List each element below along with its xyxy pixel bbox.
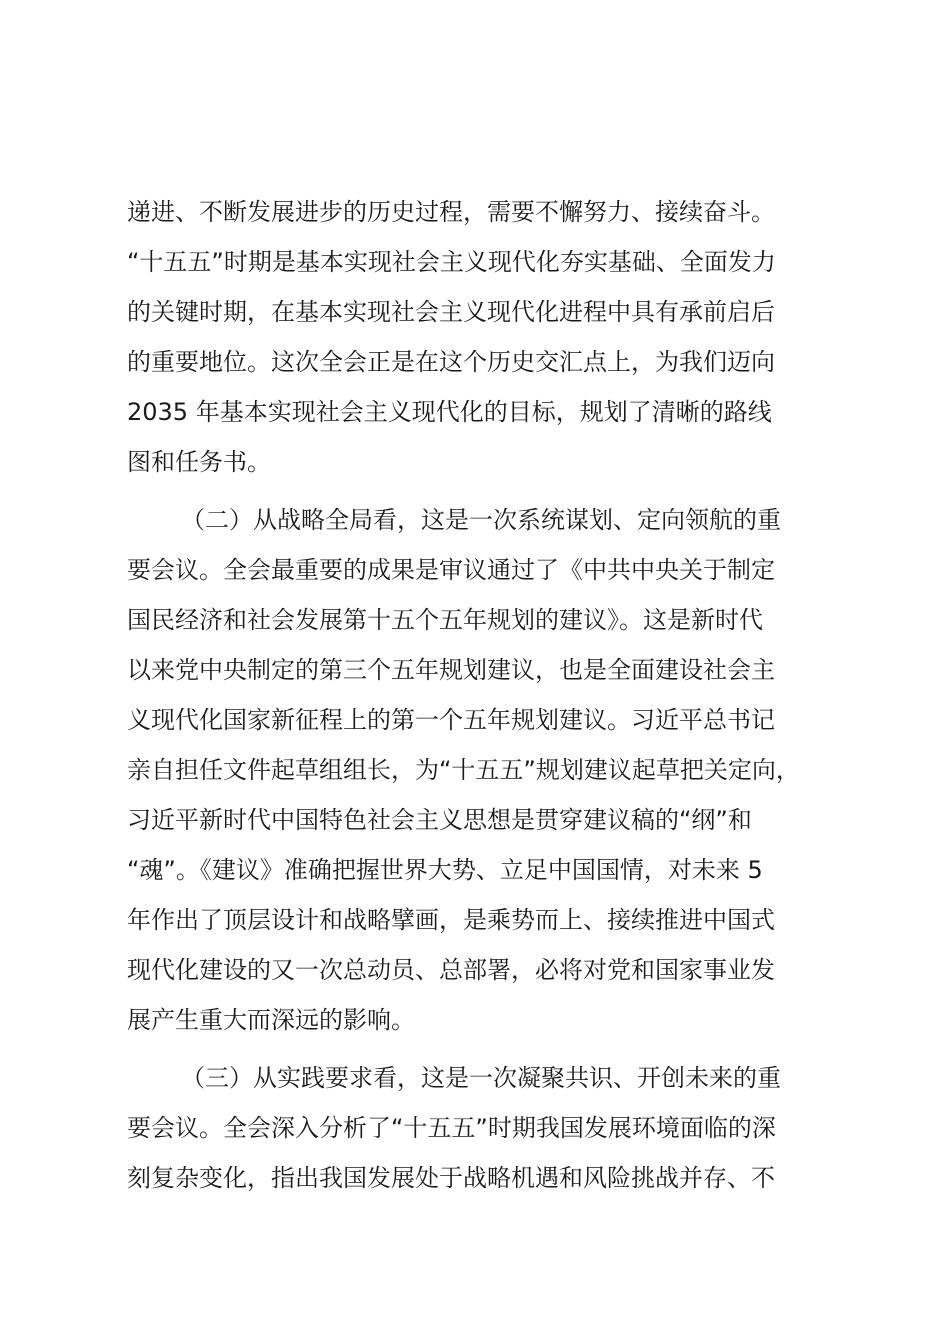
text-line: 2035 年基本实现社会主义现代化的目标，规划了清晰的路线: [127, 398, 772, 426]
text-line: 习近平新时代中国特色社会主义思想是贯穿建议稿的“纲”和: [127, 806, 752, 834]
text-line: 现代化建设的又一次总动员、总部署，必将对党和国家事业发: [127, 956, 775, 984]
paragraph-2: [127, 495, 832, 1045]
text-line: （三）从实践要求看，这是一次凝聚共识、开创未来的重: [181, 1064, 781, 1092]
text-line: “魂”。《建议》准确把握世界大势、立足中国国情，对未来 5: [127, 856, 763, 884]
text-line: 亲自担任文件起草组组长，为“十五五”规划建议起草把关定向，: [127, 756, 800, 784]
text-line: 的重要地位。这次全会正是在这个历史交汇点上，为我们迈向: [127, 348, 775, 376]
text-line: 国民经济和社会发展第十五个五年规划的建议》。这是新时代: [127, 606, 763, 634]
text-line: 刻复杂变化，指出我国发展处于战略机遇和风险挑战并存、不: [127, 1164, 775, 1192]
paragraph-spacer: [127, 487, 832, 495]
text-line: 以来党中央制定的第三个五年规划建议，也是全面建设社会主: [127, 656, 775, 684]
text-line: 要会议。全会深入分析了“十五五”时期我国发展环境面临的深: [127, 1114, 776, 1142]
text-line: 递进、不断发展进步的历史过程，需要不懈努力、接续奋斗。: [127, 198, 775, 226]
text-line: 要会议。全会最重要的成果是审议通过了《中共中央关于制定: [127, 556, 775, 584]
text-line: 年作出了顶层设计和战略擘画，是乘势而上、接续推进中国式: [127, 906, 775, 934]
text-line: 展产生重大而深远的影响。: [127, 1006, 415, 1034]
text-line: “十五五”时期是基本实现社会主义现代化夯实基础、全面发力: [127, 248, 776, 276]
text-line: 义现代化国家新征程上的第一个五年规划建议。习近平总书记: [127, 706, 775, 734]
paragraph-3: [127, 1053, 832, 1203]
text-line: （二）从战略全局看，这是一次系统谋划、定向领航的重: [181, 506, 781, 534]
paragraph-1: [127, 187, 832, 487]
text-line: 图和任务书。: [127, 448, 271, 476]
text-line: 的关键时期，在基本实现社会主义现代化进程中具有承前启后: [127, 298, 775, 326]
document-body: [127, 187, 832, 1203]
paragraph-spacer: [127, 1045, 832, 1053]
